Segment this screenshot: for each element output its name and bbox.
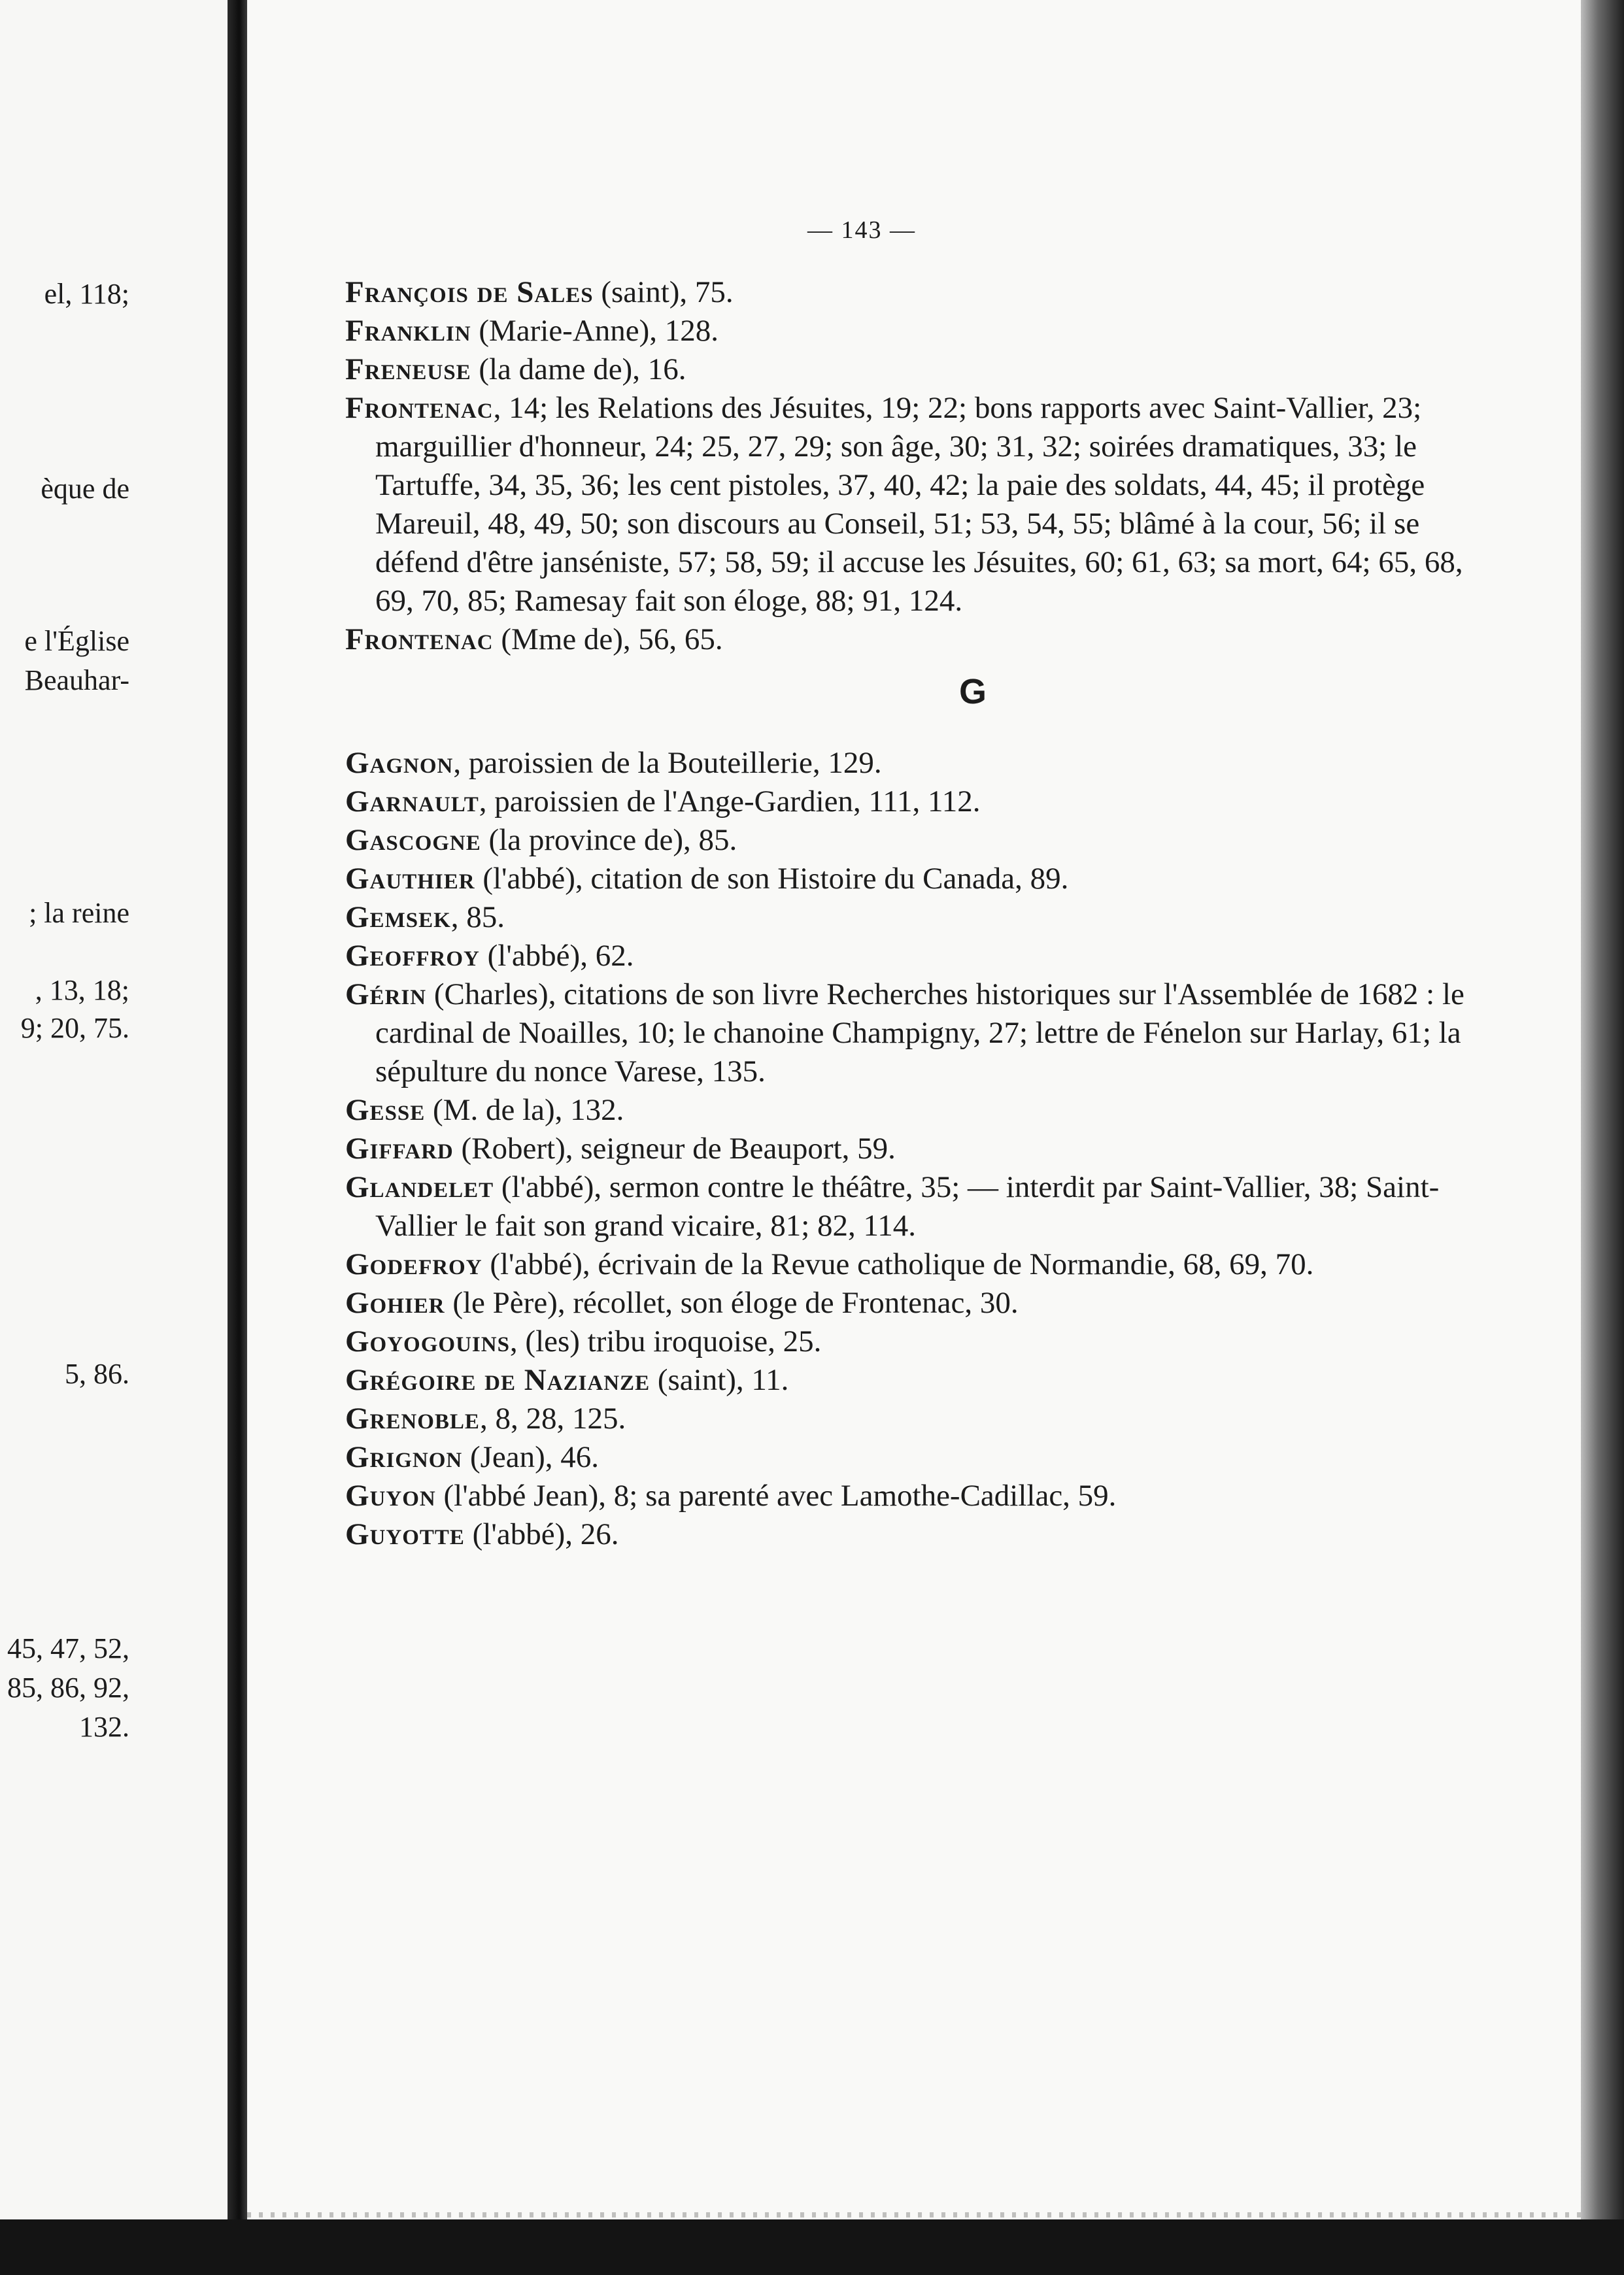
scan-border-noise: [247, 2212, 1581, 2217]
entry-name: Gascogne: [345, 823, 481, 857]
index-entry: [345, 1245, 1496, 1284]
entry-references: , paroissien de l'Ange-Gardien, 111, 112.: [479, 784, 981, 818]
entry-references: (Charles), citations de son livre Recherches historiques sur l'Assemblée de 1682 : le cardinal de Noailles, 10; le chanoine Champigny, 27; lettre de Fénelon sur Harlay, 61; la sépulture du nonce Varese, 135.: [375, 977, 1464, 1088]
entry-name: François de Sales: [345, 275, 594, 309]
index-entry: [345, 744, 1496, 783]
left-text-fragment: 85, 86, 92,: [7, 1672, 129, 1704]
entry-references: (l'abbé), sermon contre le théâtre, 35; — interdit par Saint-Vallier, 38; Saint-Vallier le fait son grand vicaire, 81; 82, 114.: [375, 1170, 1440, 1243]
entry-name: Goyogouins: [345, 1324, 510, 1358]
entry-name: Frontenac: [345, 391, 494, 425]
index-entry: [345, 1091, 1496, 1130]
entry-references: , 14; les Relations des Jésuites, 19; 22; bons rapports avec Saint-Vallier, 23; marguillier d'honneur, 24; 25, 27, 29; son âge, 30; 31, 32; soirées dramatiques, 33; le Tartuffe, 34, 35, 36; les cent pistoles, 37, 40, 42; la paie des soldats, 44, 45; il protège Mareuil, 48, 49, 50; son discours au Conseil, 51; 53, 54, 55; blâmé à la cour, 56; il se défend d'être janséniste, 57; 58, 59; il accuse les Jésuites, 60; 61, 63; sa mort, 64; 65, 68, 69, 70, 85; Ramesay fait son éloge, 88; 91, 124.: [375, 391, 1463, 618]
entry-name: Gesse: [345, 1093, 426, 1127]
entry-name: Franklin: [345, 314, 471, 348]
entry-name: Gemsek: [345, 900, 451, 934]
page-number: — 143 —: [807, 216, 916, 244]
index-entry: [345, 389, 1496, 620]
index-entry: [345, 975, 1496, 1091]
left-text-fragment: 5, 86.: [65, 1358, 129, 1390]
entry-name: Gérin: [345, 977, 427, 1011]
entry-references: (le Père), récollet, son éloge de Frontenac, 30.: [445, 1286, 1019, 1320]
entry-references: (l'abbé), 62.: [479, 939, 634, 973]
entry-name: Grignon: [345, 1440, 463, 1474]
scan-bottom-border: [0, 2219, 1624, 2275]
entry-name: Frontenac: [345, 622, 494, 656]
index-entry: [345, 783, 1496, 821]
index-entry: [345, 312, 1496, 350]
entry-references: , paroissien de la Bouteillerie, 129.: [453, 746, 882, 780]
left-text-fragment: 132.: [79, 1711, 129, 1743]
index-entry: [345, 1477, 1496, 1515]
left-text-fragment: ; la reine: [29, 897, 129, 929]
entry-references: (l'abbé), 26.: [464, 1517, 619, 1551]
entry-references: (l'abbé), citation de son Histoire du Canada, 89.: [475, 862, 1069, 896]
index-entry: [345, 1323, 1496, 1361]
entry-name: Garnault: [345, 784, 479, 818]
left-text-fragment: el, 118;: [44, 278, 129, 310]
entry-name: Grenoble: [345, 1402, 480, 1436]
entry-references: (la province de), 85.: [481, 823, 737, 857]
index-entry: [345, 821, 1496, 860]
left-text-fragment: , 13, 18;: [35, 974, 129, 1006]
index-block: [345, 273, 1496, 1554]
entry-name: Glandelet: [345, 1170, 494, 1204]
entry-references: (l'abbé), écrivain de la Revue catholique de Normandie, 68, 69, 70.: [482, 1247, 1314, 1281]
left-page-fragment: [0, 0, 228, 2219]
entry-references: (la dame de), 16.: [471, 352, 686, 386]
page-edge: [1581, 0, 1624, 2236]
entry-name: Guyon: [345, 1479, 436, 1513]
left-text-fragment: Beauhar-: [24, 664, 129, 696]
index-entry: [345, 273, 1496, 312]
left-text-fragment: 9; 20, 75.: [20, 1012, 129, 1044]
entry-name: Gohier: [345, 1286, 445, 1320]
index-entry: [345, 860, 1496, 898]
index-entry: [345, 1400, 1496, 1438]
index-entry: [345, 620, 1496, 659]
book-gutter: [228, 0, 247, 2219]
entry-name: Gagnon: [345, 746, 454, 780]
right-page: [247, 0, 1581, 2236]
entry-references: (Robert), seigneur de Beauport, 59.: [453, 1132, 896, 1166]
entry-references: , 85.: [450, 900, 505, 934]
entry-name: Freneuse: [345, 352, 471, 386]
left-text-fragment: èque de: [41, 473, 129, 505]
entry-name: Godefroy: [345, 1247, 482, 1281]
entry-references: , 8, 28, 125.: [479, 1402, 626, 1436]
entry-references: (M. de la), 132.: [425, 1093, 624, 1127]
entry-references: (Jean), 46.: [462, 1440, 600, 1474]
index-entry: [345, 1438, 1496, 1477]
index-entry: [345, 1284, 1496, 1323]
left-text-fragment: e l'Église: [24, 625, 129, 657]
entry-references: (l'abbé Jean), 8; sa parenté avec Lamothe-Cadillac, 59.: [435, 1479, 1117, 1513]
entry-name: Gauthier: [345, 862, 475, 896]
section-letter: G: [958, 672, 987, 711]
index-entry: [345, 1168, 1496, 1245]
index-entry: [345, 1130, 1496, 1168]
index-entry: [345, 1515, 1496, 1554]
index-entry: [345, 350, 1496, 389]
entry-name: Guyotte: [345, 1517, 465, 1551]
entry-references: (saint), 11.: [650, 1363, 789, 1397]
entries-f-list: [345, 273, 1496, 659]
index-entry: [345, 1361, 1496, 1400]
entry-name: Geoffroy: [345, 939, 480, 973]
entry-references: (Marie-Anne), 128.: [471, 314, 719, 348]
entry-references: (Mme de), 56, 65.: [493, 622, 723, 656]
index-entry: [345, 898, 1496, 937]
index-entry: [345, 937, 1496, 975]
entry-references: , (les) tribu iroquoise, 25.: [509, 1324, 822, 1358]
entry-references: (saint), 75.: [593, 275, 734, 309]
entry-name: Giffard: [345, 1132, 454, 1166]
entry-name: Grégoire de Nazianze: [345, 1363, 651, 1397]
left-text-fragment: 45, 47, 52,: [7, 1632, 129, 1664]
entries-g-list: [345, 744, 1496, 1554]
